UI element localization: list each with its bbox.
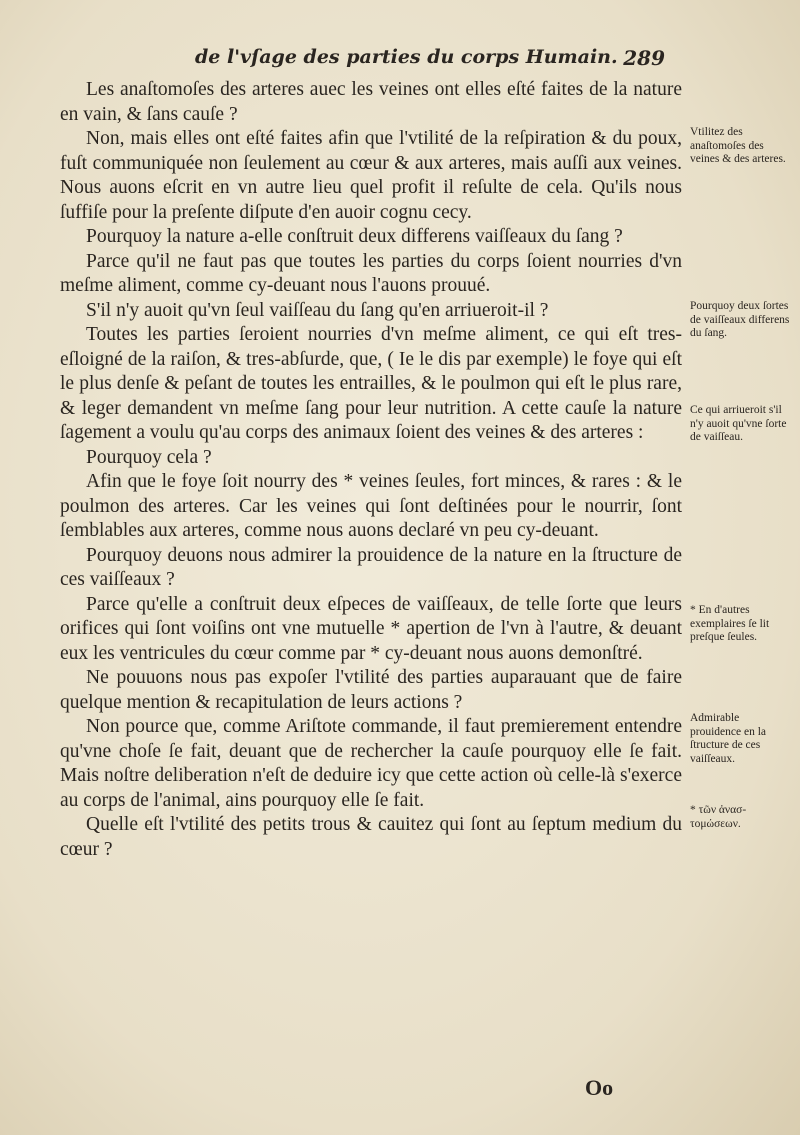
margin-note: Pourquoy deux ſortes de vaiſſeaux differens du ſang. (690, 300, 790, 339)
running-header (195, 46, 665, 68)
paragraph: Non pource que, comme Ariſtote commande, il faut premierement entendre qu'vne choſe ſe fait, deuant que de rechercher la cauſe pourquoy elle ſe fait. Mais noſtre deliberation n'eſt de deduire icy que cette action où celle-là s'exerce au corps de l'animal, ains pourquoy elle ſe fait. (60, 716, 682, 811)
margin-note: Vtilitez des anaſtomoſes des veines & des arteres. (690, 126, 786, 165)
margin-note: Admirable prouidence en la ſtructure de ces vaiſſeaux. (690, 712, 766, 765)
paragraph: Ne pouuons nous pas expoſer l'vtilité des parties auparauant que de faire quelque mention & recapitulation de leurs actions ? (60, 667, 682, 713)
paragraph: Toutes les parties ſeroient nourries d'vn meſme aliment, ce qui eſt tres-eſloigné de la raiſon, & tres-abſurde, que, ( Ie le dis par exemple) le foye qui eſt le plus denſe & peſant de toutes les entrailles, & le poulmon qui eſt le plus rare, & leger demandent vn meſme ſang pour leur nutrition. A cette cauſe la nature ſagement a voulu qu'au corps des animaux ſoient des veines & des arteres : (60, 324, 682, 443)
margin-note: * τῶν ἀνασ-τομώσεων. (690, 804, 747, 830)
paragraph: Parce qu'elle a conſtruit deux eſpeces de vaiſſeaux, de telle ſorte que leurs orifices qui ſont voiſins ont vne mutuelle * apertion de l'vn à l'autre, & deuant eux les ventricules du cœur comme par * cy-deuant nous auons demonſtré. (60, 593, 682, 664)
paragraph: Quelle eſt l'vtilité des petits trous & cauitez qui ſont au ſeptum medium du cœur ? (60, 814, 682, 860)
paragraph: Non, mais elles ont eſté faites afin que l'vtilité de la reſpiration & du poux, fuſt communiquée non ſeulement au cœur & aux arteres, mais auſſi aux veines. Nous auons eſcrit en vn autre lieu quel profit il reſulte de cela. Qu'ils nous ſuffiſe pour la preſente diſpute d'en auoir cognu cecy. (60, 128, 682, 223)
signature-mark: Oo (585, 1075, 614, 1100)
paragraph: Pourquoy deuons nous admirer la prouidence de la nature en la ſtructure de ces vaiſſeaux ? (60, 544, 682, 590)
paragraph: Afin que le foye ſoit nourry des * veines ſeules, fort minces, & rares : & le poulmon des arteres. Car les veines qui ſont deſtinées pour le nourrir, ſont ſemblables aux arteres, comme nous auons declaré vn peu cy-deuant. (60, 471, 682, 541)
running-title: de l'vſage des parties du corps Humain. (195, 46, 618, 68)
margin-note: * En d'autres exemplaires ſe lit preſque ſeules. (690, 604, 770, 643)
paragraph: Parce qu'il ne faut pas que toutes les parties du corps ſoient nourries d'vn meſme aliment, comme cy-deuant nous l'auons prouué. (60, 250, 682, 296)
paragraph: Pourquoy la nature a-elle conſtruit deux differens vaiſſeaux du ſang ? (86, 226, 623, 247)
margin-note: Ce qui arriueroit s'il n'y auoit qu'vne ſorte de vaiſſeau. (690, 404, 787, 443)
paragraph: Les anaſtomoſes des arteres auec les veines ont elles eſté faites de la nature en vain, & ſans cauſe ? (60, 79, 682, 125)
main-text (60, 78, 682, 862)
paragraph: S'il n'y auoit qu'vn ſeul vaiſſeau du ſang qu'en arriueroit-il ? (86, 299, 549, 321)
paragraph: Pourquoy cela ? (86, 446, 212, 468)
page-number: 289 (623, 46, 665, 70)
